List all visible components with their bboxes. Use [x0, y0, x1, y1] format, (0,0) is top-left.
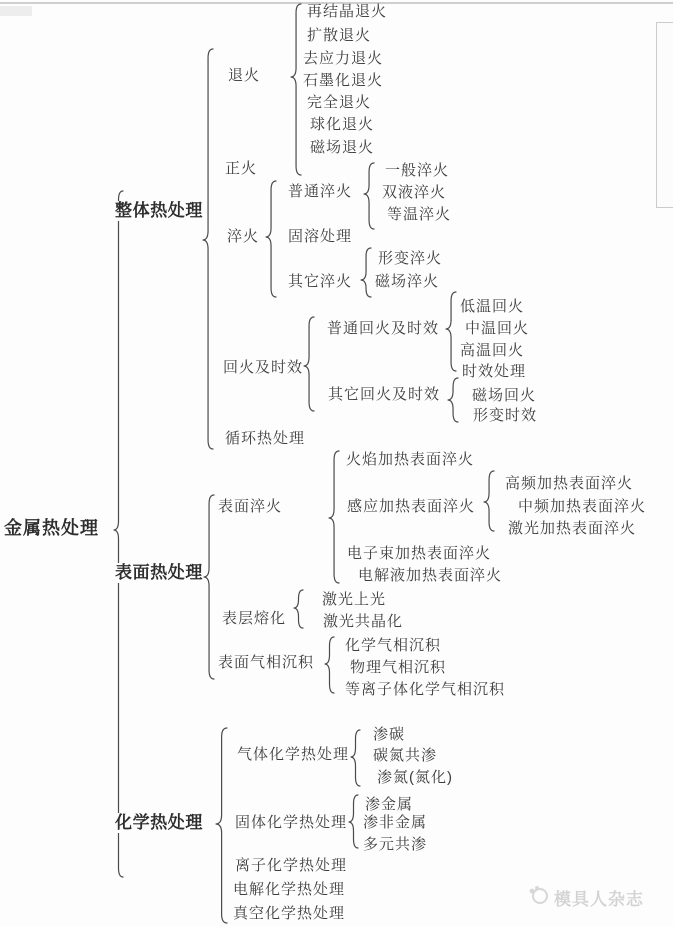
node-electrolyte-surface-quenching: 电解液加热表面淬火 — [358, 567, 503, 584]
node-magnetic-quenching: 磁场淬火 — [375, 273, 440, 290]
right-edge-scrollbar-box — [656, 22, 673, 208]
node-electrolytic-chemical-treatment: 电解化学热处理 — [233, 881, 346, 898]
node-solution-treatment: 固溶处理 — [288, 228, 353, 245]
node-non-metal-infiltration: 渗非金属 — [363, 814, 428, 831]
brace-annealing — [290, 3, 302, 176]
node-spheroidizing-annealing: 球化退火 — [310, 116, 375, 133]
node-plasma-cvd: 等离子体化学气相沉积 — [345, 681, 506, 698]
brace-other-quenching — [360, 247, 372, 298]
node-medium-freq-surface-quenching: 中频加热表面淬火 — [518, 498, 647, 515]
brace-gas-chemical — [350, 729, 361, 787]
brace-surface — [203, 494, 215, 680]
node-ion-chemical-treatment: 离子化学热处理 — [235, 857, 348, 874]
node-cvd: 化学气相沉积 — [345, 637, 442, 654]
brace-other-tempering — [447, 377, 459, 423]
node-ordinary-tempering-aging: 普通回火及时效 — [327, 320, 440, 337]
node-high-temp-tempering: 高温回火 — [460, 342, 525, 359]
node-deformation-quenching: 形变淬火 — [378, 250, 443, 267]
node-laser-eutectic: 激光共晶化 — [323, 613, 404, 630]
node-metal-heat-treatment: 金属热处理 — [4, 518, 99, 538]
brace-vapor-deposition — [324, 636, 335, 694]
node-carburizing: 渗碳 — [373, 726, 406, 743]
node-surface-layer-melting: 表层熔化 — [222, 610, 287, 627]
watermark-text: 模具人杂志 — [554, 890, 644, 909]
node-quenching: 淬火 — [227, 228, 260, 245]
node-aging-treatment: 时效处理 — [462, 363, 527, 380]
node-chemical-heat-treatment: 化学热处理 — [115, 813, 203, 832]
brace-induction — [483, 470, 495, 532]
node-normalizing: 正火 — [225, 160, 258, 177]
node-graphitization-annealing: 石墨化退火 — [303, 72, 384, 89]
node-electron-beam-surface-quenching: 电子束加热表面淬火 — [347, 545, 492, 562]
scan-artifact — [0, 6, 32, 16]
node-other-tempering-aging: 其它回火及时效 — [328, 386, 441, 403]
brace-surface-quenching — [328, 450, 340, 584]
node-multi-element-infiltration: 多元共渗 — [363, 836, 428, 853]
node-high-freq-surface-quenching: 高频加热表面淬火 — [505, 475, 634, 492]
node-annealing: 退火 — [228, 67, 261, 84]
node-surface-heat-treatment: 表面热处理 — [115, 563, 203, 582]
node-ordinary-quenching: 普通淬火 — [288, 183, 353, 200]
brace-root — [113, 190, 124, 878]
node-laser-surface-quenching: 激光加热表面淬火 — [508, 520, 637, 537]
brace-tempering-aging — [303, 316, 315, 412]
node-induction-surface-quenching: 感应加热表面淬火 — [347, 498, 476, 515]
node-stress-relief-annealing: 去应力退火 — [303, 50, 384, 67]
node-metal-infiltration: 渗金属 — [365, 796, 414, 813]
node-surface-quenching: 表面淬火 — [218, 498, 283, 515]
brace-solid-chemical — [348, 794, 359, 849]
brace-surface-melting — [293, 589, 304, 629]
node-flame-surface-quenching: 火焰加热表面淬火 — [346, 451, 475, 468]
node-vacuum-chemical-treatment: 真空化学热处理 — [233, 905, 346, 922]
watermark-logo-icon — [527, 884, 549, 911]
node-magnetic-tempering: 磁场回火 — [472, 387, 537, 404]
node-surface-vapor-deposition: 表面气相沉积 — [218, 654, 315, 671]
node-other-quenching: 其它淬火 — [288, 273, 353, 290]
node-overall-heat-treatment: 整体热处理 — [115, 201, 203, 220]
brace-overall — [202, 48, 214, 450]
node-diffusion-annealing: 扩散退火 — [307, 27, 372, 44]
node-pvd: 物理气相沉积 — [350, 659, 447, 676]
node-solid-chemical-treatment: 固体化学热处理 — [235, 814, 348, 831]
node-double-liquid-quenching: 双液淬火 — [382, 184, 447, 201]
node-medium-temp-tempering: 中温回火 — [465, 320, 530, 337]
node-tempering-and-aging: 回火及时效 — [223, 359, 304, 376]
node-low-temp-tempering: 低温回火 — [460, 298, 525, 315]
node-nitriding: 渗氮(氮化) — [377, 769, 453, 786]
watermark — [527, 884, 644, 911]
brace-ordinary-quenching — [363, 162, 375, 230]
node-magnetic-annealing: 磁场退火 — [310, 139, 375, 156]
node-laser-glazing: 激光上光 — [322, 591, 387, 608]
node-carbonitriding: 碳氮共渗 — [373, 747, 438, 764]
node-general-quenching: 一般淬火 — [385, 162, 450, 179]
brace-ordinary-tempering — [445, 291, 457, 372]
brace-chemical — [215, 727, 228, 924]
node-gas-chemical-treatment: 气体化学热处理 — [237, 746, 350, 763]
node-full-annealing: 完全退火 — [307, 94, 372, 111]
node-recrystallization-annealing: 再结晶退火 — [307, 3, 388, 20]
node-isothermal-quenching: 等温淬火 — [387, 206, 452, 223]
brace-quenching — [265, 180, 277, 298]
node-deformation-aging: 形变时效 — [473, 407, 538, 424]
node-cyclic-heat-treatment: 循环热处理 — [225, 430, 306, 447]
